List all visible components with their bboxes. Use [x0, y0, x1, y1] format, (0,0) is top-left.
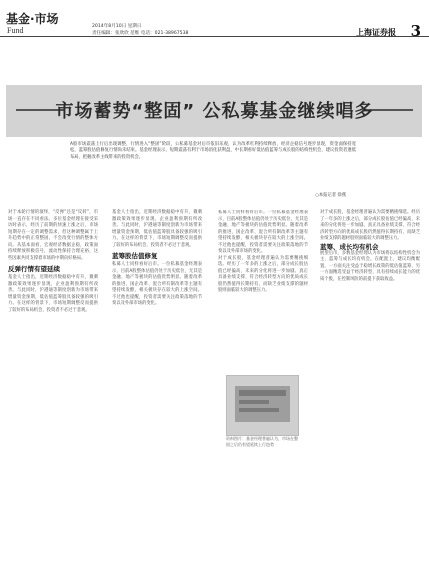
- section-title: 基金·市场: [6, 12, 59, 26]
- article-headline: 市场蓄势“整固” 公私募基金继续唱多: [55, 101, 374, 122]
- newspaper-name: 上海证券报: [356, 27, 396, 37]
- column-text: 基金人士指出，近期经济数据稳中有升，微刺激政策效果逐步显现，企业盈利预期有所改善。与此同时，沪港通等制度创新为市场带来增量资金预期，低估值蓝筹股具备较强的吸引力。在这样的背景下，市场短期调整反而提供了较好的布局机会，投资者不必过于悲观。: [112, 210, 202, 248]
- article-photo: [226, 375, 299, 436]
- column-text: 对于本轮行情的演绎，“反弹”还是“反转”，市场一直存在不同看法。多位基金经理在接受采访时表示，经历了前期的快速上涨之后，市场短期存在一定的调整需求，但这种调整属于上升趋势中的正常整固，不会改变行情的整体方向。从基本面看，宏观经济数据企稳，政策面持续释放积极信号，流动性保持合理充裕，这些因素共同支撑着市场的中期向好格局。: [8, 210, 98, 261]
- article-column-3: [218, 210, 308, 370]
- article-column-4: [320, 210, 420, 283]
- page-number: 3: [410, 22, 421, 40]
- section-subtitle: Fund: [7, 26, 24, 35]
- column-text: 私募人士同样看好后市。一位私募基金经理表示，目前A股整体估值仍处于历史低位，尤其是金融、地产等板块的估值优势明显。随着改革的推进，国企改革、混合所有制改革等主题有望持续发酵，相关板块存在较大的上涨空间。不过他也提醒，投资者需要关注政策落地的节奏以及外部市场的变化。: [112, 262, 202, 306]
- column-text: 私募人士同样看好后市。一位私募基金经理表示，目前A股整体估值仍处于历史低位，尤其是金融、地产等板块的估值优势明显。随着改革的推进，国企改革、混合所有制改革等主题有望持续发酵，相关板块存在较大的上涨空间。不过他也提醒，投资者需要关注政策落地的节奏以及外部市场的变化。: [218, 210, 308, 254]
- column-text: 对于成长股，基金经理普遍认为需要精挑细选。经历了一年多的上涨之后，部分成长股估值已经偏高，未来的分化将进一步加剧。真正具备业绩支撑、符合经济转型方向的优质成长股仍然值得长期持有，而缺乏业绩支撑的题材股则面临较大的调整压力。: [218, 255, 308, 293]
- subheading: 蓝筹、成长均有机会: [320, 242, 379, 251]
- article-lead: A股市场震荡上行后出现调整，行情进入“整固”阶段，公私募基金对后市依旧乐观，认为改革红利持续释放，经济企稳信号逐步显现，资金面保持宽松，蓝筹股估值修复行情尚未结束。基金经理表示，短期震荡有利于市场消化获利盘，中长期看好低估值蓝筹与成长股的结构性机会，建议投资者逢低布局，把握改革主线带来的投资机会。: [70, 142, 356, 160]
- column-text: 基金人士指出，近期经济数据稳中有升，微刺激政策效果逐步显现，企业盈利预期有所改善。与此同时，沪港通等制度创新为市场带来增量资金预期，低估值蓝筹股具备较强的吸引力。在这样的背景下，市场短期调整反而提供了较好的布局机会，投资者不必过于悲观。: [8, 275, 98, 313]
- editor-line: 责任编辑：张欣欣 范维 电话：021-38967538: [92, 31, 189, 36]
- article-column-2: [112, 210, 202, 308]
- subheading: 反弹行情有望延续: [8, 265, 60, 273]
- date-line: 2014年8月10日 星期日: [92, 24, 142, 29]
- subheading: 蓝筹股估值修复: [112, 252, 158, 260]
- article-byline: ○本报记者 徐燕: [315, 193, 346, 198]
- article-column-1: [8, 210, 98, 314]
- column-text: 展望后市，多数基金经理认为市场将以结构性机会为主，蓝筹与成长均有机会。在配置上，建议均衡配置，一方面关注受益于稳增长政策的低估值蓝筹，另一方面精选受益于经济转型、具有持续成长能力的优质个股，在控制风险的前提下获取收益。: [320, 250, 420, 282]
- photo-caption: 资料图片：基金经理普遍认为，市场在整固之后仍有望延续上行趋势: [226, 436, 298, 447]
- column-text: 对于成长股，基金经理普遍认为需要精挑细选。经历了一年多的上涨之后，部分成长股估值已经偏高，未来的分化将进一步加剧。真正具备业绩支撑、符合经济转型方向的优质成长股仍然值得长期持有，而缺乏业绩支撑的题材股则面临较大的调整压力。: [320, 210, 420, 241]
